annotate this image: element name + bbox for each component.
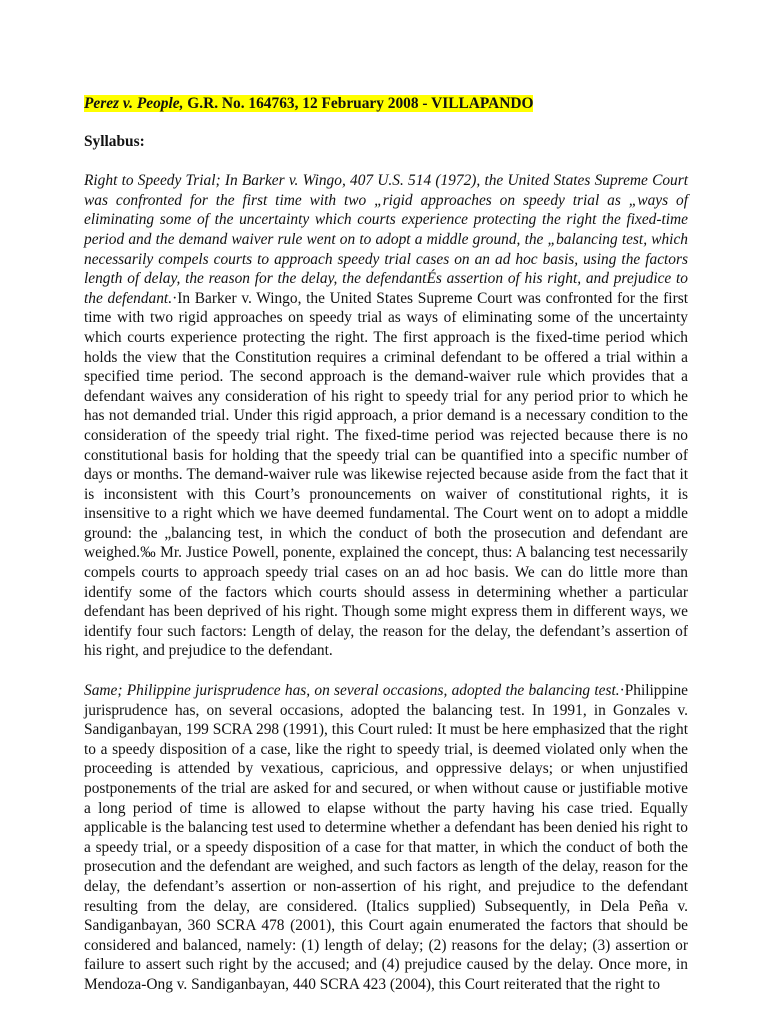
paragraph-lead-speedy-trial: Right to Speedy Trial; In Barker v. Wingo, 407 U.S. 514 (1972), the United States Supreme Court was confronted for the first time with two „rigid approaches on speedy trial as „ways of eliminating some of the uncertainty which courts experience protecting the right the fixed-time period and the demand waiver rule went on to adopt a middle ground, the „balancing test, which necessarily compels courts to approach speedy trial cases on an ad hoc basis, using the factors length of delay, the reason for the delay, the defendantÉs assertion of his right, and prejudice to the defendant. [84,172,688,307]
syllabus-paragraph-balancing-test [84,681,688,995]
case-name: Perez v. People, [84,95,184,112]
paragraph-body-speedy-trial: ·In Barker v. Wingo, the United States Supreme Court was confronted for the first time with two rigid approaches on speedy trial as ways of eliminating some of the uncertainty which courts experience protecting the right. The first approach is the fixed-time period which holds the view that the Constitution requires a criminal defendant to be offered a trial within a specified time period. The second approach is the demand-waiver rule which provides that a defendant waives any consideration of his right to speedy trial for any period prior to which he has not demanded trial. Under this rigid approach, a prior demand is a necessary condition to the consideration of the speedy trial right. The fixed-time period was rejected because there is no constitutional basis for holding that the speedy trial can be quantified into a specific number of days or months. The demand-waiver rule was likewise rejected because aside from the fact that it is inconsistent with this Court’s pronouncements on waiver of constitutional rights, it is insensitive to a right which we have deemed fundamental. The Court went on to adopt a middle ground: the „balancing test, in which the conduct of both the prosecution and defendant are weighed.‰ Mr. Justice Powell, ponente, explained the concept, thus: A balancing test necessarily compels courts to approach speedy trial cases on an ad hoc basis. We can do little more than identify some of the factors which courts should assess in determining whether a particular defendant has been deprived of his right. Though some might express them in different ways, we identify four such factors: Length of delay, the reason for the delay, the defendant’s assertion of his right, and prejudice to the defendant. [84,289,688,660]
case-heading-highlight [84,95,533,112]
syllabus-label: Syllabus: [84,132,145,150]
paragraph-body-balancing-test: ·Philippine jurisprudence has, on several occasions, adopted the balancing test. In 1991, in Gonzales v. Sandiganbayan, 199 SCRA 298 (1991), this Court ruled: It must be here emphasized that the right to a speedy disposition of a case, like the right to speedy trial, is deemed violated only when the proceeding is attended by vexatious, capricious, and oppressive delays; or when unjustified postponements of the trial are asked for and secured, or when without cause or justifiable motive a long period of time is allowed to elapse without the party having his case tried. Equally applicable is the balancing test used to determine whether a defendant has been denied his right to a speedy trial, or a speedy disposition of a case for that matter, in which the conduct of both the prosecution and the defendant are weighed, and such factors as length of the delay, reason for the delay, the defendant’s assertion or non-assertion of his right, and prejudice to the defendant resulting from the delay, are considered. (Italics supplied) Subsequently, in Dela Peña v. Sandiganbayan, 360 SCRA 478 (2001), this Court again enumerated the factors that should be considered and balanced, namely: (1) length of delay; (2) reasons for the delay; (3) assertion or failure to assert such right by the accused; and (4) prejudice caused by the delay. Once more, in Mendoza-Ong v. Sandiganbayan, 440 SCRA 423 (2004), this Court reiterated that the right to [84,682,688,993]
case-heading [84,94,688,114]
case-citation: G.R. No. 164763, 12 February 2008 - VILLAPANDO [183,95,534,112]
syllabus-paragraph-speedy-trial [84,171,688,661]
paragraph-lead-balancing-test: Same; Philippine jurisprudence has, on several occasions, adopted the balancing test. [84,682,620,700]
